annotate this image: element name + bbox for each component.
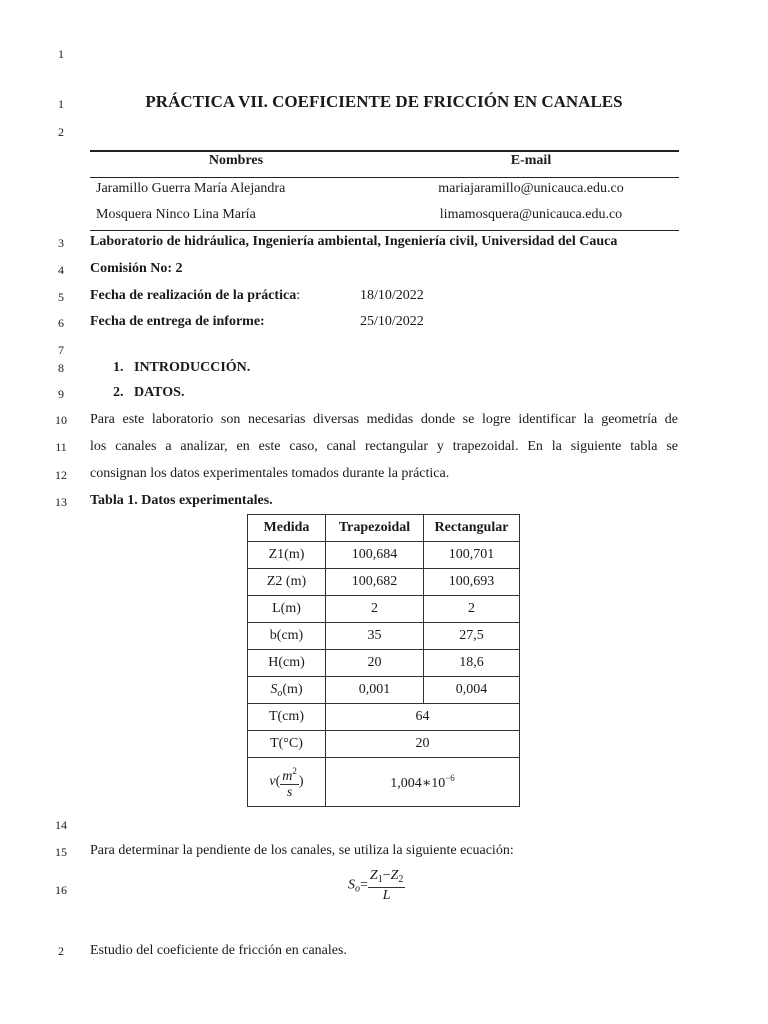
line-number: 10 xyxy=(55,413,67,427)
line-number: 16 xyxy=(55,883,67,897)
slope-equation: $S_o=$ $\frac{Z_1-Z_2}{L}$ xyxy=(348,868,404,903)
table-cell: 2 xyxy=(424,596,520,623)
paragraph-line: Para este laboratorio son necesarias diversas medidas donde se logre identificar la geometría de xyxy=(90,412,678,427)
author-email[interactable]: mariajaramillo@unicauca.edu.co xyxy=(438,181,624,196)
slope-sentence: Para determinar la pendiente de los canales, se utiliza la siguiente ecuación: xyxy=(90,843,514,858)
line-number: 5 xyxy=(58,290,64,304)
authors-header-names: Nombres xyxy=(208,153,264,168)
table-row xyxy=(248,623,520,650)
table-cell: 100,701 xyxy=(424,542,520,569)
line-number: 13 xyxy=(55,495,67,509)
author-name: Mosquera Ninco Lina María xyxy=(96,207,256,222)
section-heading-introduction: 1. INTRODUCCIÓN. xyxy=(113,360,251,375)
date-done-colon: : xyxy=(296,288,301,303)
table-row xyxy=(248,596,520,623)
table-row xyxy=(248,758,520,807)
table-top-rule xyxy=(90,150,679,152)
date-done-label: Fecha de realización de la práctica xyxy=(90,288,297,303)
table-cell: T(°C) xyxy=(248,731,326,758)
table-cell: 100,682 xyxy=(326,569,424,596)
line-number: 1 xyxy=(58,47,64,61)
affiliation: Laboratorio de hidráulica, Ingeniería ambiental, Ingeniería civil, Universidad del Cauca xyxy=(90,234,618,249)
table-cell: 100,684 xyxy=(326,542,424,569)
author-name: Jaramillo Guerra María Alejandra xyxy=(96,181,286,196)
table-caption: Tabla 1. Datos experimentales. xyxy=(90,493,273,508)
table-cell-viscosity-label: v( $\frac{m^2}{s}$ ) xyxy=(248,758,326,807)
table-cell: 20 xyxy=(326,731,520,758)
data-table xyxy=(247,514,520,807)
table-cell: L(m) xyxy=(248,596,326,623)
line-number: 2 xyxy=(58,944,64,958)
table-header-cell: Medida xyxy=(248,515,326,542)
table-cell: 100,693 xyxy=(424,569,520,596)
line-number: 8 xyxy=(58,361,64,375)
table-cell: 18,6 xyxy=(424,650,520,677)
table-cell: Z1(m) xyxy=(248,542,326,569)
page-title: PRÁCTICA VII. COEFICIENTE DE FRICCIÓN EN CANALES xyxy=(145,92,623,111)
table-cell: 2 xyxy=(326,596,424,623)
table-header-row xyxy=(248,515,520,542)
line-number: 4 xyxy=(58,263,64,277)
table-cell: b(cm) xyxy=(248,623,326,650)
table-row xyxy=(248,542,520,569)
table-cell: 27,5 xyxy=(424,623,520,650)
table-row xyxy=(248,569,520,596)
line-number: 15 xyxy=(55,845,67,859)
table-cell: 0,004 xyxy=(424,677,520,704)
line-number: 1 xyxy=(58,97,64,111)
paragraph-line: consignan los datos experimentales tomados durante la práctica. xyxy=(90,466,450,481)
table-cell: 64 xyxy=(326,704,520,731)
author-email[interactable]: limamosquera@unicauca.edu.co xyxy=(439,207,623,222)
date-done-row xyxy=(90,288,300,304)
page-footer: Estudio del coeficiente de fricción en canales. xyxy=(90,943,347,958)
date-done-value: 18/10/2022 xyxy=(360,288,424,303)
line-number: 6 xyxy=(58,316,64,330)
table-cell-slope-label: $S_o(m)$ xyxy=(248,677,326,704)
table-cell-viscosity-value: $1,004∗10^{-6}$ xyxy=(326,758,520,807)
line-number: 3 xyxy=(58,236,64,250)
table-row xyxy=(248,677,520,704)
table-row xyxy=(248,704,520,731)
authors-header-email: E-mail xyxy=(510,153,552,168)
table-row xyxy=(248,731,520,758)
line-number: 12 xyxy=(55,468,67,482)
line-number: 7 xyxy=(58,343,64,357)
table-cell: H(cm) xyxy=(248,650,326,677)
table-row xyxy=(248,650,520,677)
table-header-cell: Trapezoidal xyxy=(326,515,424,542)
date-delivery-value: 25/10/2022 xyxy=(360,314,424,329)
date-delivery-label: Fecha de entrega de informe: xyxy=(90,314,265,329)
section-heading-datos: 2. DATOS. xyxy=(113,385,185,400)
line-number: 14 xyxy=(55,818,67,832)
table-bottom-rule xyxy=(90,230,679,231)
line-number: 9 xyxy=(58,387,64,401)
line-number: 11 xyxy=(55,440,67,454)
table-header-rule xyxy=(90,177,679,178)
table-cell: 20 xyxy=(326,650,424,677)
line-number: 2 xyxy=(58,125,64,139)
table-cell: 35 xyxy=(326,623,424,650)
paragraph-line: los canales a analizar, en este caso, canal rectangular y trapezoidal. En la siguiente tabla se xyxy=(90,439,678,454)
commission: Comisión No: 2 xyxy=(90,261,183,276)
table-cell: 0,001 xyxy=(326,677,424,704)
table-cell: Z2 (m) xyxy=(248,569,326,596)
table-cell: T(cm) xyxy=(248,704,326,731)
table-header-cell: Rectangular xyxy=(424,515,520,542)
